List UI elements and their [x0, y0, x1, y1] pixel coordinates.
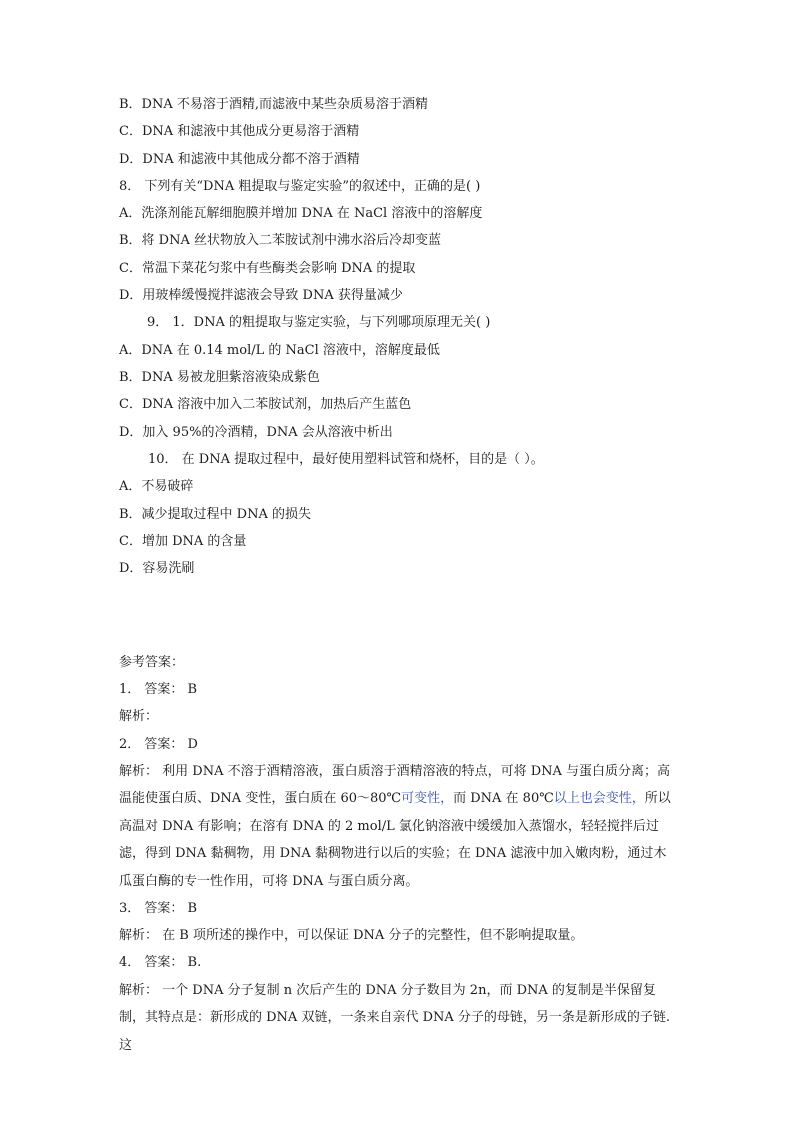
q7-option-c: C．DNA 和滤液中其他成分更易溶于酒精: [119, 124, 360, 139]
q8-stem: 8． 下列有关“DNA 粗提取与鉴定实验”的叙述中，正确的是( ): [119, 179, 481, 194]
q8-option-a: A．洗涤剂能瓦解细胞膜并增加 DNA 在 NaCl 溶液中的溶解度: [119, 206, 483, 221]
q10-stem: 10． 在 DNA 提取过程中，最好使用塑料试管和烧杯，目的是（ ）。: [148, 452, 544, 467]
answers-header: 参考答案：: [119, 655, 185, 670]
q10-option-c: C．增加 DNA 的含量: [119, 534, 247, 549]
q9-option-b: B．DNA 易被龙胆紫溶液染成紫色: [119, 370, 320, 385]
q9-option-a: A．DNA 在 0.14 mol/L 的 NaCl 溶液中，溶解度最低: [119, 343, 440, 358]
q7-option-b: B．DNA 不易溶于酒精,而滤液中某些杂质易溶于酒精: [119, 97, 429, 112]
answer-2-explanation-part-1: 解析： 利用 DNA 不溶于酒精溶液，蛋白质溶于酒精溶液的特点，可将 DNA 与蛋白质分离；高温能使蛋白质、DNA 变性，蛋白质在 60～80℃: [119, 764, 671, 807]
answer-1: 1． 答案： B: [119, 682, 198, 697]
q7-option-d: D．DNA 和滤液中其他成分都不溶于酒精: [119, 152, 360, 167]
q8-option-b: B．将 DNA 丝状物放入二苯胺试剂中沸水浴后冷却变蓝: [119, 233, 442, 248]
q10-option-b: B．减少提取过程中 DNA 的损失: [119, 507, 312, 522]
q8-option-c: C．常温下菜花匀浆中有些酶类会影响 DNA 的提取: [119, 261, 416, 276]
answer-2-explanation-part-3: 所以高温对 DNA 有影响；在溶有 DNA 的 2 mol/L 氯化钠溶液中缓缓加入蒸馏水，轻轻搅拌后过滤，得到 DNA 黏稠物，用 DNA 黏稠物进行以后的实验；在 DNA 滤液中加入嫩肉粉，通过木瓜蛋白酶的专一性作用，可将 DNA 与蛋白质分离。: [119, 791, 671, 889]
answer-2-explanation: [119, 758, 675, 895]
q10-option-a: A．不易破碎: [119, 479, 194, 494]
answer-4-explanation: 解析： 一个 DNA 分子复制 n 次后产生的 DNA 分子数目为 2n，而 DNA 的复制是半保留复制，其特点是：新形成的 DNA 双链，一条来自亲代 DNA 分子的母链，另一条是新形成的子链.这: [119, 983, 671, 1053]
q9-stem: 9． 1．DNA 的粗提取与鉴定实验，与下列哪项原理无关( ): [147, 315, 491, 330]
answer-2: 2． 答案： D: [119, 737, 198, 752]
answer-2-explanation-highlight-2: 以上也会变性，: [553, 791, 645, 807]
q10-option-d: D．容易洗刷: [119, 561, 195, 576]
answer-3-explanation: 解析： 在 B 项所述的操作中，可以保证 DNA 分子的完整性，但不影响提取量。: [119, 928, 584, 943]
answer-4: 4． 答案： B.: [119, 955, 202, 970]
q9-option-c: C．DNA 溶液中加入二苯胺试剂，加热后产生蓝色: [119, 397, 412, 412]
answer-2-explanation-highlight-1: 可变性，: [401, 791, 454, 807]
answer-2-explanation-part-2: 而 DNA 在 80℃: [453, 791, 554, 807]
q9-option-d: D．加入 95%的冷酒精，DNA 会从溶液中析出: [119, 425, 393, 440]
answer-1-explanation: 解析：: [119, 709, 159, 724]
answer-3: 3． 答案： B: [119, 901, 198, 916]
q8-option-d: D．用玻棒缓慢搅拌滤液会导致 DNA 获得量减少: [119, 288, 403, 303]
